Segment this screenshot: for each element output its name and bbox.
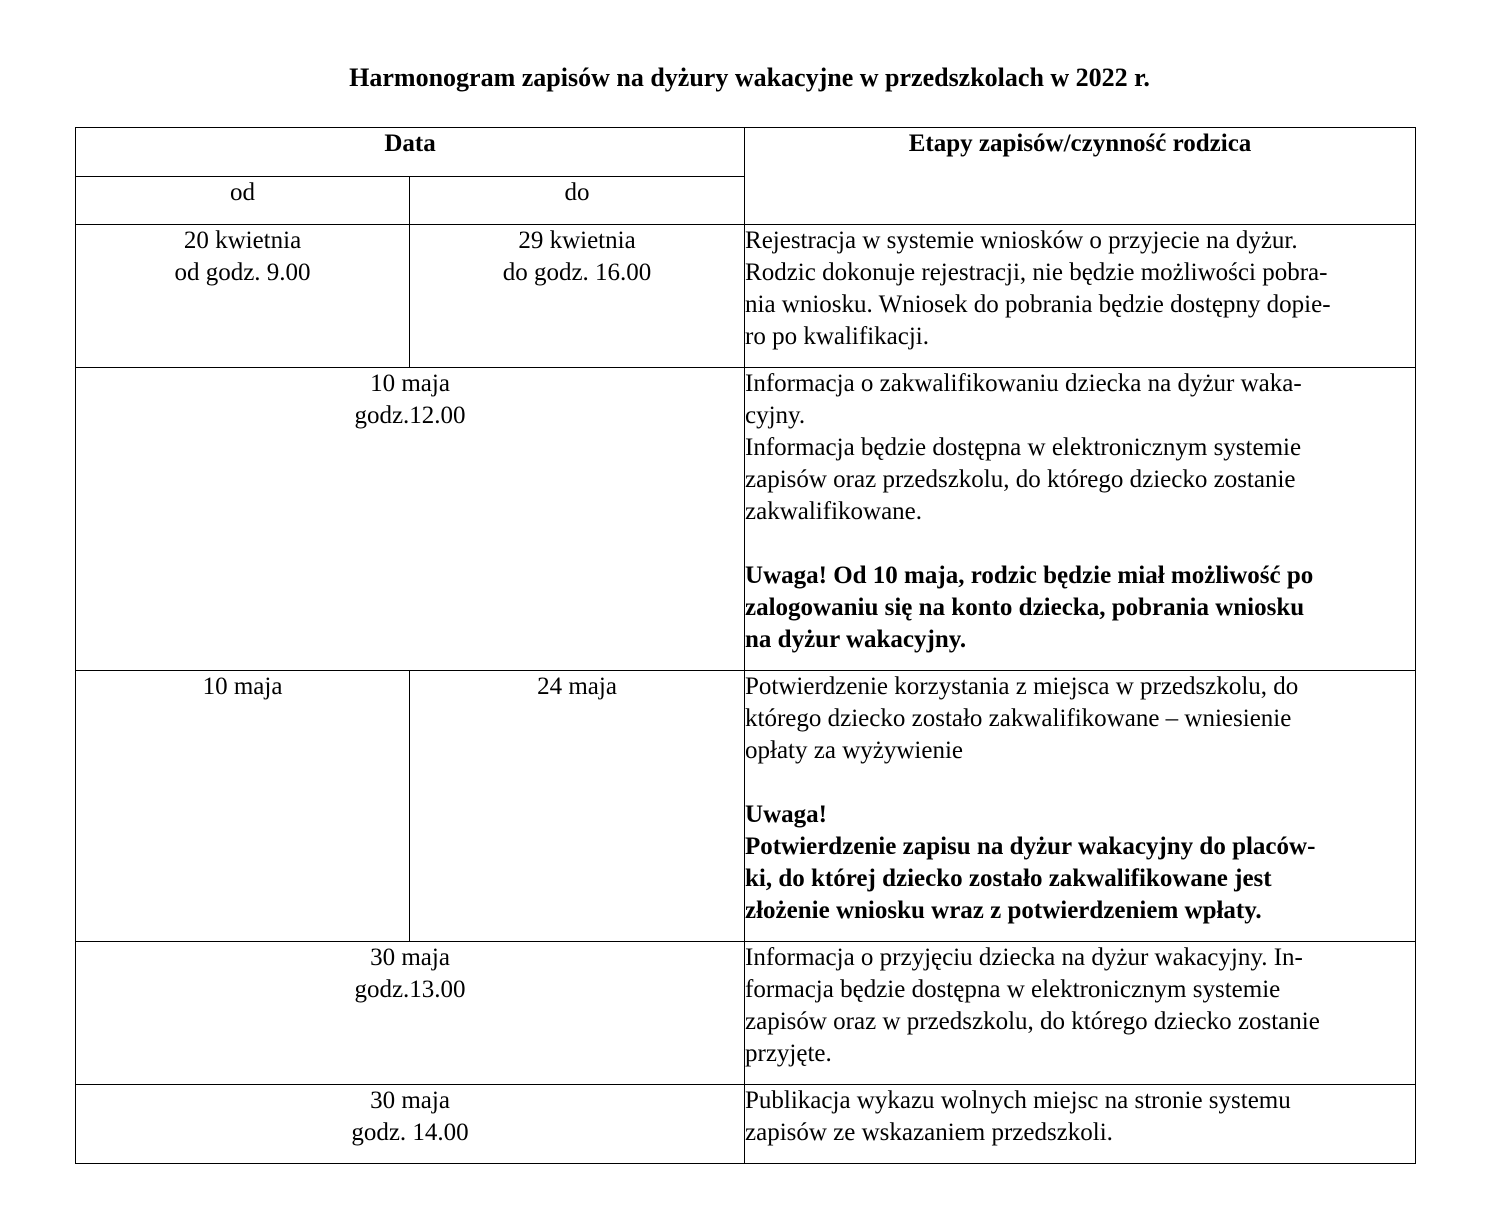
description-cell <box>745 225 1416 368</box>
date-cell <box>76 1085 745 1164</box>
date-line: godz. 14.00 <box>351 1119 469 1146</box>
header-data: Data <box>76 128 745 177</box>
header-to: do <box>410 177 745 225</box>
date-line: 30 maja <box>370 1087 450 1114</box>
table-row <box>76 368 1416 671</box>
date-to-cell <box>410 225 745 368</box>
header-row <box>76 128 1416 177</box>
date-line: 30 maja <box>370 944 450 971</box>
description-line: Informacja o zakwalifikowaniu dziecka na dyżur waka- <box>745 370 1302 397</box>
date-to-line: do godz. 16.00 <box>502 259 652 286</box>
note-line: zalogowaniu się na konto dziecka, pobrania wniosku <box>745 594 1305 621</box>
note-line: złożenie wniosku wraz z potwierdzeniem wpłaty. <box>745 897 1262 924</box>
note-line: na dyżur wakacyjny. <box>745 626 967 653</box>
date-line: godz.13.00 <box>354 976 466 1003</box>
description-cell <box>745 671 1416 942</box>
description-line: Potwierdzenie korzystania z miejsca w przedszkolu, do <box>745 673 1299 700</box>
description-line: Publikacja wykazu wolnych miejsc na stronie systemu <box>745 1087 1291 1114</box>
description-line: cyjny. <box>745 402 806 429</box>
date-line: godz.12.00 <box>354 402 466 429</box>
date-to-line: 29 kwietnia <box>518 227 636 254</box>
date-from-line: 10 maja <box>202 673 283 700</box>
date-cell <box>76 942 745 1085</box>
table-row <box>76 1085 1416 1164</box>
date-from-line: od godz. 9.00 <box>174 259 311 286</box>
note-line: Uwaga! Od 10 maja, rodzic będzie miał możliwość po <box>745 562 1314 589</box>
description-line: formacja będzie dostępna w elektronicznym systemie <box>745 976 1281 1003</box>
description-cell <box>745 1085 1416 1164</box>
description-line: którego dziecko zostało zakwalifikowane – wniesienie <box>745 705 1292 732</box>
description-line: Rejestracja w systemie wniosków o przyjecie na dyżur. <box>745 227 1298 254</box>
header-from: od <box>76 177 410 225</box>
description-cell <box>745 368 1416 671</box>
description-line: ro po kwalifikacji. <box>745 323 929 350</box>
description-line: zapisów oraz przedszkolu, do którego dziecko zostanie <box>745 466 1296 493</box>
header-stages: Etapy zapisów/czynność rodzica <box>745 128 1416 225</box>
description-line: Rodzic dokonuje rejestracji, nie będzie możliwości pobra- <box>745 259 1328 286</box>
description-line: nia wniosku. Wniosek do pobrania będzie dostępny dopie- <box>745 291 1331 318</box>
description-line: Informacja o przyjęciu dziecka na dyżur wakacyjny. In- <box>745 944 1303 971</box>
document-title: Harmonogram zapisów na dyżury wakacyjne w przedszkolach w 2022 r. <box>349 63 1150 92</box>
date-cell <box>76 368 745 671</box>
table-row <box>76 671 1416 942</box>
note-line: ki, do której dziecko zostało zakwalifikowane jest <box>745 865 1272 892</box>
paragraph-spacer <box>745 767 1415 799</box>
description-line: opłaty za wyżywienie <box>745 737 963 764</box>
paragraph-spacer <box>745 528 1415 560</box>
date-from-cell <box>76 225 410 368</box>
table-row <box>76 225 1416 368</box>
date-line: 10 maja <box>370 370 450 397</box>
date-from-cell <box>76 671 410 942</box>
date-to-line: 24 maja <box>537 673 617 700</box>
description-line: zapisów ze wskazaniem przedszkoli. <box>745 1119 1113 1146</box>
description-line: przyjęte. <box>745 1040 832 1067</box>
note-line: Uwaga! <box>745 801 827 828</box>
description-line: Informacja będzie dostępna w elektronicznym systemie <box>745 434 1302 461</box>
date-from-line: 20 kwietnia <box>183 227 302 254</box>
description-line: zakwalifikowane. <box>745 498 923 525</box>
description-line: zapisów oraz w przedszkolu, do którego dziecko zostanie <box>745 1008 1320 1035</box>
schedule-table <box>75 127 1416 1164</box>
date-to-cell <box>410 671 745 942</box>
description-cell <box>745 942 1416 1085</box>
note-line: Potwierdzenie zapisu na dyżur wakacyjny do placów- <box>745 833 1316 860</box>
table-row <box>76 942 1416 1085</box>
